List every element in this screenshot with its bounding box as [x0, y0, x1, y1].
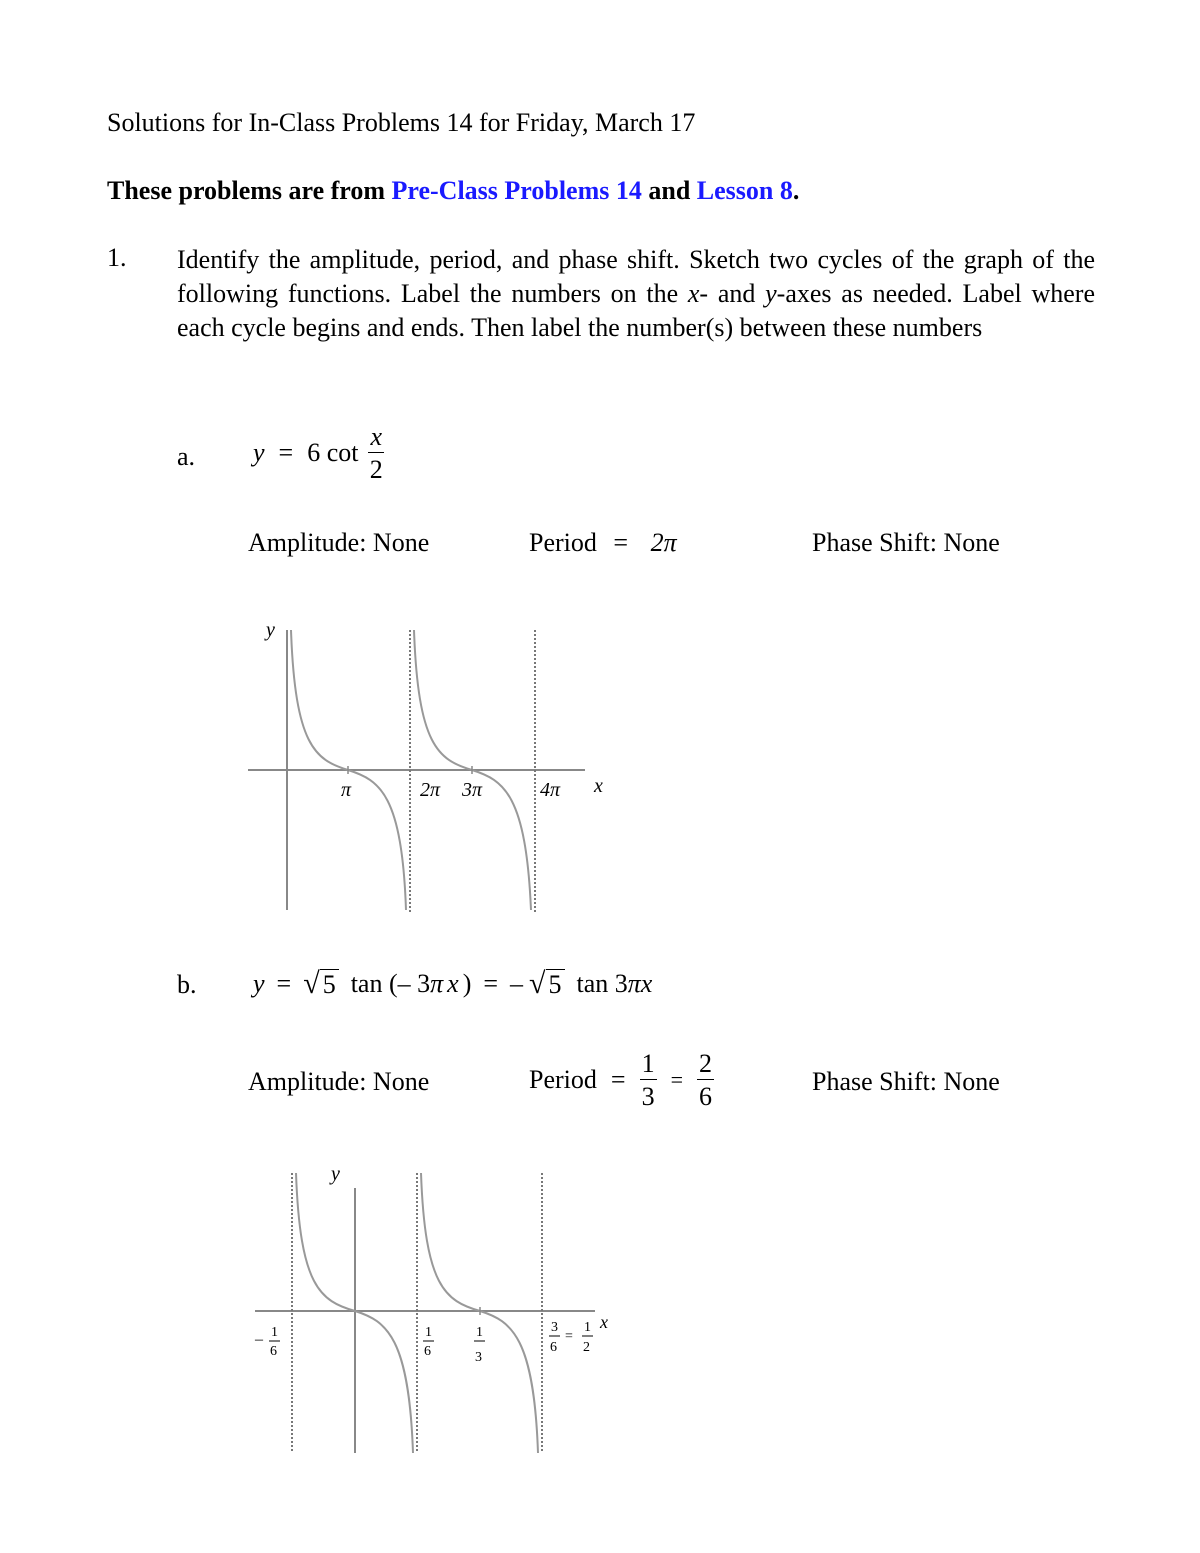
- eq-b-radicand-1: 5: [320, 969, 339, 999]
- source-end: .: [792, 176, 800, 205]
- graph-b-tick-4-eq: =: [565, 1329, 573, 1344]
- eq-b-equals: =: [276, 969, 292, 998]
- graph-b-tick-2-num: 1: [425, 1325, 432, 1340]
- pre-class-problems-link[interactable]: Pre-Class Problems 14: [391, 176, 642, 205]
- period-value: 2π: [650, 528, 677, 557]
- eq-a-fraction: [368, 421, 384, 484]
- eq-b-x-2: x: [640, 969, 653, 998]
- radical-sign: √: [529, 967, 546, 1000]
- part-b-letter: b.: [177, 970, 197, 999]
- eq-b-tan-arg: tan (– 3: [350, 969, 431, 998]
- eq-a-numerator: x: [370, 421, 383, 451]
- eq-b-equals-2: =: [483, 969, 499, 998]
- graph-b-tick-1-num: 1: [271, 1325, 278, 1340]
- eq-b-lhs: y: [253, 969, 265, 998]
- instructions-part-a: Identify the amplitude, period, and phase shift. Sketch two cycles of the graph of the following functions. Label the numbers on the: [177, 245, 1095, 308]
- graph-b-tick-3-den: 3: [475, 1350, 482, 1365]
- problem-number: 1.: [107, 243, 127, 272]
- problem-instructions: [177, 243, 1095, 345]
- graph-b-tick-3-num: 1: [476, 1325, 483, 1340]
- part-b-equation: [253, 962, 652, 1006]
- source-line: [107, 176, 799, 206]
- part-a-amplitude: Amplitude: None: [248, 528, 430, 557]
- period-label: Period: [529, 1065, 597, 1094]
- source-and: and: [641, 176, 697, 205]
- y-variable: y: [765, 279, 777, 308]
- eq-b-tail: tan 3: [576, 969, 628, 998]
- eq-a-equals: =: [278, 438, 294, 467]
- page-title: Solutions for In-Class Problems 14 for Friday, March 17: [107, 108, 696, 137]
- period-denominator-1: 3: [641, 1081, 655, 1111]
- part-b-period: [529, 1040, 714, 1120]
- graph-b-tick-neg-sign: –: [255, 1331, 263, 1348]
- part-a-equation: [253, 418, 384, 488]
- graph-b-tick-4-num: 3: [551, 1320, 558, 1335]
- eq-a-denominator: 2: [369, 454, 383, 484]
- graph-a: [240, 615, 620, 915]
- graph-b-y-label: y: [331, 1163, 340, 1185]
- instructions-part-b: - and: [699, 279, 766, 308]
- graph-b: [245, 1158, 625, 1458]
- period-label: Period: [529, 528, 597, 557]
- graph-b-x-label: x: [600, 1312, 608, 1332]
- instructions-part-c: -axes as needed. Label where each cycle begins and ends. Then label the number(s) between these numbers: [177, 279, 1096, 342]
- part-a-letter: a.: [177, 442, 196, 471]
- period-denominator-2: 6: [698, 1081, 712, 1111]
- part-a-phase-shift: Phase Shift: None: [812, 528, 1000, 557]
- period-numerator-1: 1: [641, 1048, 655, 1078]
- graph-b-tick-5-num: 1: [584, 1320, 591, 1335]
- graph-a-tick-label-3pi: 3π: [462, 779, 483, 801]
- eq-b-negative: –: [510, 969, 524, 998]
- lesson-link[interactable]: Lesson 8: [696, 176, 793, 205]
- period-equals-2: =: [670, 1067, 683, 1092]
- period-fraction-1: [640, 1048, 657, 1111]
- graph-a-tick-label-pi: π: [341, 779, 352, 801]
- period-fraction-2: [697, 1048, 714, 1111]
- radical-sign: √: [303, 967, 320, 1000]
- eq-b-pi-2: π: [627, 969, 641, 998]
- graph-b-tick-5-den: 2: [583, 1340, 590, 1355]
- part-a-period: [529, 528, 677, 558]
- period-equals: =: [610, 1065, 626, 1094]
- part-b-phase-shift: Phase Shift: None: [812, 1067, 1000, 1096]
- graph-b-tick-1-den: 6: [270, 1344, 277, 1359]
- period-numerator-2: 2: [698, 1048, 712, 1078]
- eq-b-sqrt-2: [529, 967, 564, 1001]
- graph-b-tick-2-den: 6: [424, 1344, 431, 1359]
- graph-a-x-label: x: [594, 775, 603, 797]
- part-b-amplitude: Amplitude: None: [248, 1067, 430, 1096]
- graph-a-tick-label-4pi: 4π: [540, 779, 561, 801]
- source-prefix: These problems are from: [107, 176, 392, 205]
- graph-b-tick-4-den: 6: [550, 1340, 557, 1355]
- eq-b-radicand-2: 5: [546, 969, 565, 999]
- eq-b-x: x: [447, 969, 459, 998]
- period-equals: =: [613, 528, 629, 557]
- eq-b-pi: π: [430, 969, 444, 998]
- x-variable: x: [687, 279, 700, 308]
- graph-a-tick-label-2pi: 2π: [420, 779, 441, 801]
- graph-a-y-label: y: [266, 619, 275, 641]
- eq-b-close-paren: ): [462, 969, 472, 998]
- eq-a-lhs: y: [253, 438, 265, 467]
- eq-b-sqrt-1: [303, 967, 338, 1001]
- eq-a-coef: 6 cot: [307, 438, 359, 467]
